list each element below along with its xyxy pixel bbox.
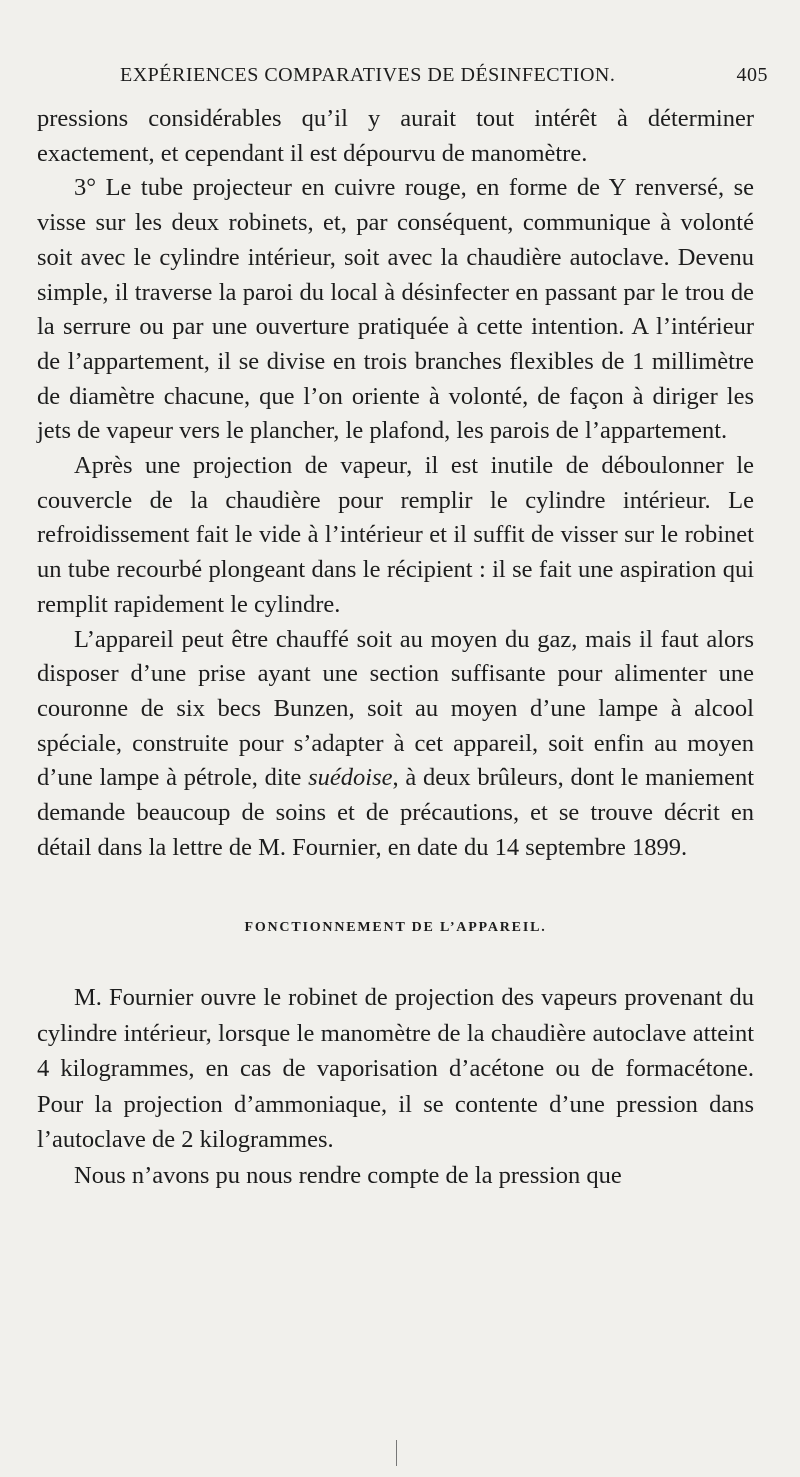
section-heading: FONCTIONNEMENT DE L’APPAREIL. [244,920,547,936]
running-title: EXPÉRIENCES COMPARATIVES DE DÉSINFECTION. [120,64,616,86]
chauffage-text-start: L’appareil peut être chauffé soit au moyen du gaz, mais il faut alors disposer d’une prise ayant une section suffisante pour alimenter une couronne de six becs Bunzen, soit au moyen d’une lampe à alcool spéciale, construite pour s’adapter à cet appareil, soit enfin au moyen d’une lampe à pétrole, dite [37,625,754,792]
paragraph-fonctionnement: M. Fournier ouvre le robinet de projection des vapeurs provenant du cylindre intérieur, lorsque le manomètre de la chaudière autoclave atteint 4 kilogrammes, en cas de vaporisation d’acétone ou de formacétone. Pour la projection d’ammoniaque, il se contente d’une pression dans l’autoclave de 2 kilogrammes. [37,984,754,1154]
running-header [120,64,768,94]
paragraph-chauffage [37,623,754,866]
page-number: 405 [736,64,768,86]
chauffage-text-end: , à deux brûleurs, dont le maniement demande beaucoup de soins et de précautions, et se trouve décrit en détail dans la lettre de M. Fournier, en date du 14 septembre 1899. [37,764,755,861]
paragraph-pression: Nous n’avons pu nous rendre compte de la pression que [74,1161,622,1189]
paragraph-continuation: pressions considérables qu’il y aurait tout intérêt à déterminer exactement, et cependant il est dépourvu de manomètre. [37,105,754,167]
paragraph-tube-projecteur: 3° Le tube projecteur en cuivre rouge, en forme de Y renversé, se visse sur les deux robinets, et, par conséquent, communique à volonté soit avec le cylindre intérieur, soit avec la chaudière autoclave. Devenu simple, il traverse la paroi du local à désinfecter en passant par le trou de la serrure ou par une ouverture pratiquée à cette intention. A l’intérieur de l’appartement, il se divise en trois branches flexibles de 1 millimètre de diamètre chacune, que l’on oriente à volonté, de façon à diriger les jets de vapeur vers le plancher, le plafond, les parois de l’appartement. [37,174,754,445]
text-block [37,102,754,1193]
paragraph-projection: Après une projection de vapeur, il est inutile de déboulonner le couvercle de la chaudière pour remplir le cylindre intérieur. Le refroidissement fait le vide à l’intérieur et il suffit de visser sur le robinet un tube recourbé plongeant dans le récipient : il se fait une aspiration qui remplit rapidement le cylindre. [37,452,754,618]
italic-term-suedoise: suédoise [308,764,393,792]
bottom-margin-mark [396,1440,397,1466]
